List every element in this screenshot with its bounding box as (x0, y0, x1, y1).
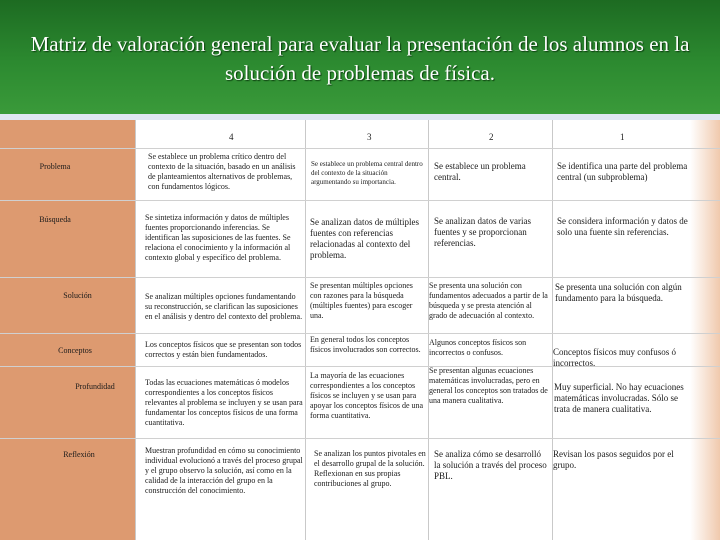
cell-problema-3: Se establece un problema central dentro del contexto de la situación argumentando su importancia. (311, 160, 423, 186)
cell-profundidad-4: Todas las ecuaciones matemáticas ó modelos correspondientes a los conceptos físicos relevantes al problema se incluyen y se usan para fundamentar los conceptos físicos de una forma cuantitativa. (145, 378, 303, 427)
row-divider (0, 200, 720, 201)
column-divider (135, 120, 136, 540)
row-divider (0, 277, 720, 278)
cell-busqueda-2: Se analizan datos de varias fuentes y se proporcionan referencias. (434, 216, 531, 248)
cell-reflexion-4: Muestran profundidad en cómo su conocimiento individual evolucionó a través del proceso grupal y el grupo observo la solución, así como en la calidad de la interacción del grupo en la construcción del conocimiento. (145, 446, 303, 495)
row-label-reflexion: Reflexión (63, 450, 95, 459)
page-title: Matriz de valoración general para evaluar la presentación de los alumnos en la solución de problemas de física. (30, 32, 690, 85)
cell-reflexion-3: Se analizan los puntos pivotales en el desarrollo grupal de la solución. Reflexionan en sus propias contribuciones al grupo. (314, 449, 426, 488)
cell-reflexion-1: Revisan los pasos seguidos por el grupo. (553, 449, 674, 470)
column-divider (305, 120, 306, 540)
row-label-conceptos: Conceptos (58, 346, 92, 355)
cell-conceptos-1: Conceptos físicos muy confusos ó incorrectos. (553, 347, 676, 368)
cell-conceptos-4: Los conceptos físicos que se presentan son todos correctos y están bien fundamentados. (145, 340, 302, 359)
cell-reflexion-2: Se analiza cómo se desarrolló la solución a través del proceso PBL. (434, 449, 547, 481)
row-label-profundidad: Profundidad (75, 382, 115, 391)
cell-solucion-2: Se presenta una solución con fundamentos adecuados a partir de la búsqueda y se presta atención al grado de adecuación al contexto. (429, 281, 548, 320)
cell-solucion-4: Se analizan múltiples opciones fundamentando su reconstrucción, se clarifican las suposiciones en el análisis y dentro del contexto del problema. (145, 292, 303, 321)
row-divider (0, 148, 720, 149)
cell-problema-2: Se establece un problema central. (434, 161, 526, 182)
column-header-1: 1 (620, 132, 625, 142)
row-label-problema: Problema (39, 162, 71, 171)
cell-problema-1: Se identifica una parte del problema central (un subproblema) (557, 161, 688, 182)
cell-profundidad-1: Muy superficial. No hay ecuaciones matemáticas involucradas. Sólo se trata de manera cualitativa. (554, 382, 684, 414)
column-divider (552, 120, 553, 540)
title-banner (0, 0, 720, 114)
column-divider (428, 120, 429, 540)
row-divider (0, 333, 720, 334)
cell-problema-4: Se establece un problema crítico dentro del contexto de la situación, basado en un análisis de planteamientos alternativos de problemas, con fundamentos lógicos. (148, 152, 296, 191)
column-header-3: 3 (367, 132, 372, 142)
cell-solucion-1: Se presenta una solución con algún fundamento para la búsqueda. (555, 282, 682, 303)
column-header-4: 4 (229, 132, 234, 142)
cell-busqueda-3: Se analizan datos de múltiples fuentes con referencias relacionadas al contexto del problema. (310, 217, 419, 260)
cell-busqueda-1: Se considera información y datos de solo una fuente sin referencias. (557, 216, 688, 237)
row-divider (0, 438, 720, 439)
right-edge-shade (690, 120, 720, 540)
cell-conceptos-3: En general todos los conceptos físicos involucrados son correctos. (310, 335, 421, 354)
cell-profundidad-2: Se presentan algunas ecuaciones matemáticas involucradas, pero en general los conceptos son tratados de una manera cualitativa. (429, 366, 548, 405)
criteria-column (0, 120, 135, 540)
row-label-busqueda: Búsqueda (39, 215, 71, 224)
cell-profundidad-3: La mayoría de las ecuaciones correspondientes a los conceptos físicos se incluyen y se usan para apoyar los conceptos físicos de una forma cuantitativa. (310, 371, 424, 420)
cell-busqueda-4: Se sintetiza información y datos de múltiples fuentes proporcionando inferencias. Se identifican las suposiciones de las fuentes. Se relaciona el conocimiento y la información al contexto global y específico del problema. (145, 213, 291, 262)
cell-solucion-3: Se presentan múltiples opciones con razones para la búsqueda (múltiples fuentes) para escoger una. (310, 281, 413, 320)
cell-conceptos-2: Algunos conceptos físicos son incorrectos o confusos. (429, 338, 527, 357)
column-header-2: 2 (489, 132, 494, 142)
row-label-solucion: Solución (63, 291, 92, 300)
